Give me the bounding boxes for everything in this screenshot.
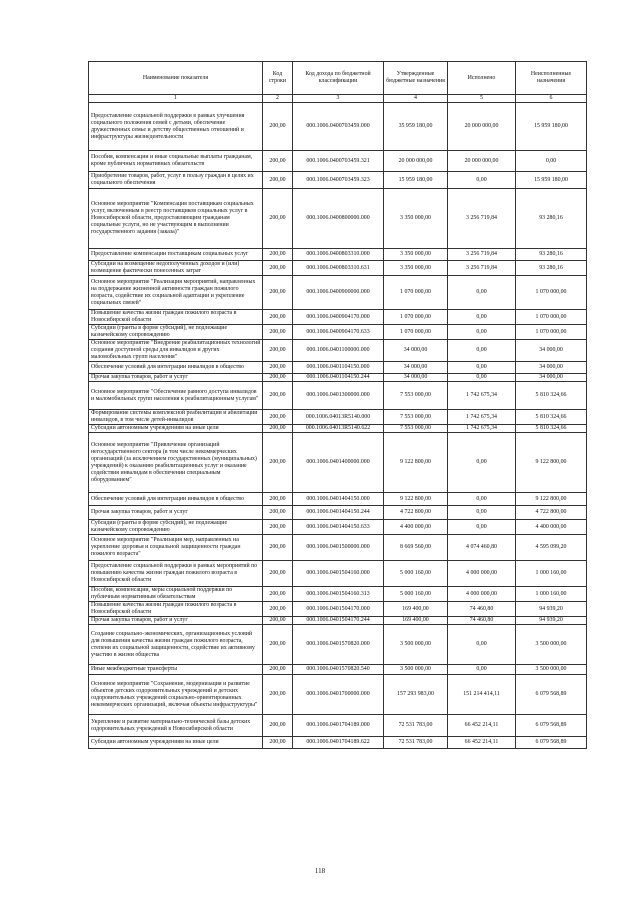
row-unexecuted: 4 595 099,20 xyxy=(516,535,587,561)
column-number: 6 xyxy=(516,95,587,103)
table-row xyxy=(89,675,587,715)
row-line-code: 200,00 xyxy=(263,625,293,665)
row-income-code: 000.1006.0401570820.540 xyxy=(293,665,384,675)
row-approved: 1 070 000,00 xyxy=(384,276,448,310)
row-name: Предоставление компенсации поставщикам социальных услуг xyxy=(89,249,263,261)
row-line-code: 200,00 xyxy=(263,520,293,535)
row-unexecuted: 3 500 000,00 xyxy=(516,625,587,665)
row-approved: 169 400,00 xyxy=(384,602,448,617)
row-approved: 3 500 000,00 xyxy=(384,665,448,675)
table-row xyxy=(89,425,587,433)
header-unexecuted: Неисполненные назначения xyxy=(516,62,587,95)
column-number-row xyxy=(89,95,587,103)
row-unexecuted: 93 280,16 xyxy=(516,261,587,276)
row-name: Пособия, компенсации, меры социальной поддержки по публичным нормативным обязательствам xyxy=(89,587,263,602)
row-executed: 3 256 719,84 xyxy=(448,249,516,261)
row-name: Приобретение товаров, работ, услуг в пользу граждан в целях их социального обеспечения xyxy=(89,172,263,189)
row-line-code: 200,00 xyxy=(263,310,293,325)
row-income-code: 000.1006.0401504160.000 xyxy=(293,561,384,587)
row-unexecuted: 34 000,00 xyxy=(516,374,587,382)
table-row xyxy=(89,249,587,261)
row-line-code: 200,00 xyxy=(263,276,293,310)
row-income-code: 000.1006.0401504170.000 xyxy=(293,602,384,617)
row-approved: 34 000,00 xyxy=(384,374,448,382)
row-line-code: 200,00 xyxy=(263,103,293,151)
header-row xyxy=(89,62,587,95)
row-name: Основное мероприятие "Сохранение, модернизация и развитие объектов детских оздоровительных учреждений и детских оздоровительных учреждений социально-ориентированных некоммерческих организаций, включая объекты инфраструктуры" xyxy=(89,675,263,715)
row-executed: 66 452 214,11 xyxy=(448,737,516,749)
row-unexecuted: 9 122 800,00 xyxy=(516,433,587,493)
row-executed: 0,00 xyxy=(448,493,516,506)
row-approved: 34 000,00 xyxy=(384,362,448,374)
row-approved: 72 531 783,00 xyxy=(384,715,448,737)
row-unexecuted: 5 810 324,66 xyxy=(516,410,587,425)
row-approved: 3 350 000,00 xyxy=(384,189,448,249)
table-row xyxy=(89,737,587,749)
row-name: Прочая закупка товаров, работ и услуг xyxy=(89,374,263,382)
table-row xyxy=(89,276,587,310)
row-line-code: 200,00 xyxy=(263,715,293,737)
row-income-code: 000.1006.0400900000.000 xyxy=(293,276,384,310)
column-number: 3 xyxy=(293,95,384,103)
row-executed: 3 256 719,84 xyxy=(448,189,516,249)
table-row xyxy=(89,561,587,587)
row-line-code: 200,00 xyxy=(263,382,293,410)
table-row xyxy=(89,172,587,189)
row-approved: 7 553 000,00 xyxy=(384,382,448,410)
row-approved: 157 293 983,00 xyxy=(384,675,448,715)
row-name: Пособия, компенсации и иные социальные выплаты гражданам, кроме публичных нормативных обязательств xyxy=(89,151,263,172)
row-unexecuted: 1 000 160,00 xyxy=(516,561,587,587)
row-income-code: 000.1006.0400803310.631 xyxy=(293,261,384,276)
row-executed: 1 742 675,34 xyxy=(448,382,516,410)
header-code-income: Код дохода по бюджетной классификации xyxy=(293,62,384,95)
table-row xyxy=(89,665,587,675)
row-approved: 1 070 000,00 xyxy=(384,325,448,340)
row-name: Основное мероприятие "Компенсация поставщикам социальных услуг, включенным в реестр поставщиков социальных услуг в Новосибирской области, предоставляющим гражданам социальные услуги, но не участвующим в выполнении государственного задания (заказа)" xyxy=(89,189,263,249)
row-unexecuted: 3 500 000,00 xyxy=(516,665,587,675)
row-line-code: 200,00 xyxy=(263,249,293,261)
row-approved: 3 500 000,00 xyxy=(384,625,448,665)
row-income-code: 000.1006.0400800000.000 xyxy=(293,189,384,249)
table-row xyxy=(89,374,587,382)
row-approved: 7 553 000,00 xyxy=(384,425,448,433)
row-income-code: 000.1006.04013R5140.622 xyxy=(293,425,384,433)
page-number: 118 xyxy=(314,867,326,875)
row-income-code: 000.1006.0400803310.000 xyxy=(293,249,384,261)
row-line-code: 200,00 xyxy=(263,374,293,382)
row-approved: 4 722 800,00 xyxy=(384,506,448,520)
row-unexecuted: 9 122 800,00 xyxy=(516,493,587,506)
row-name: Основное мероприятие "Обеспечение равного доступа инвалидов и маломобильных групп населения к реабилитационным услугам" xyxy=(89,382,263,410)
row-line-code: 200,00 xyxy=(263,425,293,433)
row-name: Повышение качества жизни граждан пожилого возраста в Новосибирской области xyxy=(89,310,263,325)
row-executed: 0,00 xyxy=(448,310,516,325)
row-line-code: 200,00 xyxy=(263,340,293,362)
table-row xyxy=(89,535,587,561)
row-line-code: 200,00 xyxy=(263,172,293,189)
table-row xyxy=(89,325,587,340)
row-unexecuted: 1 070 000,00 xyxy=(516,276,587,310)
row-unexecuted: 1 000 160,00 xyxy=(516,587,587,602)
row-unexecuted: 5 810 324,66 xyxy=(516,382,587,410)
row-unexecuted: 5 810 324,66 xyxy=(516,425,587,433)
row-line-code: 200,00 xyxy=(263,493,293,506)
row-name: Обеспечение условий для интеграции инвалидов в общество xyxy=(89,362,263,374)
row-name: Повышение качества жизни граждан пожилого возраста в Новосибирской области xyxy=(89,602,263,617)
table-row xyxy=(89,602,587,617)
row-approved: 72 531 783,00 xyxy=(384,737,448,749)
table-row xyxy=(89,493,587,506)
row-executed: 74 460,80 xyxy=(448,617,516,625)
row-line-code: 200,00 xyxy=(263,362,293,374)
budget-execution-table xyxy=(88,61,587,749)
row-line-code: 200,00 xyxy=(263,325,293,340)
row-approved: 15 959 180,00 xyxy=(384,172,448,189)
table-row xyxy=(89,587,587,602)
row-approved: 5 000 160,00 xyxy=(384,561,448,587)
row-line-code: 200,00 xyxy=(263,151,293,172)
row-income-code: 000.1006.0401500000.000 xyxy=(293,535,384,561)
row-executed: 1 742 675,34 xyxy=(448,425,516,433)
row-unexecuted: 15 959 180,00 xyxy=(516,103,587,151)
column-number: 2 xyxy=(263,95,293,103)
row-income-code: 000.1006.0401404150.000 xyxy=(293,493,384,506)
row-income-code: 000.1006.0401404150.633 xyxy=(293,520,384,535)
report-sheet xyxy=(88,61,586,749)
row-name: Формирование системы комплексной реабилитации и абилитации инвалидов, в том числе детей-инвалидов xyxy=(89,410,263,425)
table-row xyxy=(89,625,587,665)
row-approved: 7 553 000,00 xyxy=(384,410,448,425)
row-line-code: 200,00 xyxy=(263,506,293,520)
row-approved: 9 122 800,00 xyxy=(384,493,448,506)
row-unexecuted: 93 280,16 xyxy=(516,249,587,261)
row-name: Основное мероприятие "Реализация мероприятий, направленных на поддержание жизненной активности граждан пожилого возраста, содействие их социальной адаптации и укрепление социальных связей" xyxy=(89,276,263,310)
row-name: Предоставление социальной поддержки в рамках улучшения социального положения семей с детьми, обеспечение дружественных семье и детству общественных отношений и инфраструктуры жизнедеятельности xyxy=(89,103,263,151)
row-income-code: 000.1006.0400904170.633 xyxy=(293,325,384,340)
row-income-code: 000.1006.0401400000.000 xyxy=(293,433,384,493)
row-unexecuted: 94 939,20 xyxy=(516,602,587,617)
row-line-code: 200,00 xyxy=(263,617,293,625)
row-income-code: 000.1006.0401570820.000 xyxy=(293,625,384,665)
row-approved: 20 000 000,00 xyxy=(384,151,448,172)
table-row xyxy=(89,310,587,325)
row-approved: 9 122 800,00 xyxy=(384,433,448,493)
row-approved: 5 000 160,00 xyxy=(384,587,448,602)
row-executed: 66 452 214,11 xyxy=(448,715,516,737)
row-income-code: 000.1006.0401700000.000 xyxy=(293,675,384,715)
row-income-code: 000.1006.0400703459.000 xyxy=(293,103,384,151)
row-name: Иные межбюджетные трансферты xyxy=(89,665,263,675)
table-row xyxy=(89,715,587,737)
table-row xyxy=(89,261,587,276)
row-name: Основное мероприятие "Реализация мер, направленных на укрепление здоровья и социальной защищенности граждан пожилого возраста" xyxy=(89,535,263,561)
row-line-code: 200,00 xyxy=(263,561,293,587)
row-name: Субсидии (гранты в форме субсидий), не подлежащие казначейскому сопровождению xyxy=(89,520,263,535)
row-income-code: 000.1006.0400904170.000 xyxy=(293,310,384,325)
row-executed: 0,00 xyxy=(448,340,516,362)
row-income-code: 000.1006.0401504160.313 xyxy=(293,587,384,602)
row-executed: 0,00 xyxy=(448,325,516,340)
row-income-code: 000.1006.0401504170.244 xyxy=(293,617,384,625)
row-name: Предоставление социальной поддержки в рамках мероприятий по повышению качества жизни граждан пожилого возраста в Новосибирской области xyxy=(89,561,263,587)
table-row xyxy=(89,506,587,520)
row-executed: 4 000 000,00 xyxy=(448,561,516,587)
row-name: Субсидии автономным учреждениям на иные цели xyxy=(89,737,263,749)
row-executed: 20 000 000,00 xyxy=(448,103,516,151)
row-approved: 8 669 560,00 xyxy=(384,535,448,561)
row-unexecuted: 6 079 568,89 xyxy=(516,715,587,737)
row-unexecuted: 4 722 800,00 xyxy=(516,506,587,520)
row-line-code: 200,00 xyxy=(263,410,293,425)
table-row xyxy=(89,189,587,249)
row-line-code: 200,00 xyxy=(263,602,293,617)
row-unexecuted: 1 070 000,00 xyxy=(516,325,587,340)
row-line-code: 200,00 xyxy=(263,665,293,675)
table-row xyxy=(89,340,587,362)
row-name: Субсидии автономным учреждениям на иные цели xyxy=(89,425,263,433)
row-name: Создание социально-экономических, организационных условий для повышения качества жизни граждан пожилого возраста, степени их социальной защищенности, содействие их активному участию в жизни общества xyxy=(89,625,263,665)
row-line-code: 200,00 xyxy=(263,587,293,602)
row-unexecuted: 93 280,16 xyxy=(516,189,587,249)
row-executed: 0,00 xyxy=(448,520,516,535)
row-executed: 0,00 xyxy=(448,374,516,382)
row-line-code: 200,00 xyxy=(263,737,293,749)
row-executed: 0,00 xyxy=(448,362,516,374)
row-name: Укрепление и развитие материально-технической базы детских оздоровительных учреждений в Новосибирской области xyxy=(89,715,263,737)
row-executed: 3 256 719,84 xyxy=(448,261,516,276)
row-executed: 0,00 xyxy=(448,276,516,310)
row-unexecuted: 15 959 180,00 xyxy=(516,172,587,189)
header-approved: Утвержденные бюджетные назначения xyxy=(384,62,448,95)
row-executed: 4 074 460,80 xyxy=(448,535,516,561)
table-row xyxy=(89,617,587,625)
row-income-code: 000.1006.0401704189.000 xyxy=(293,715,384,737)
row-income-code: 000.1006.0401104150.244 xyxy=(293,374,384,382)
row-executed: 151 214 414,11 xyxy=(448,675,516,715)
header-code-line: Код строки xyxy=(263,62,293,95)
row-line-code: 200,00 xyxy=(263,535,293,561)
row-unexecuted: 4 400 000,00 xyxy=(516,520,587,535)
column-number: 1 xyxy=(89,95,263,103)
row-unexecuted: 0,00 xyxy=(516,151,587,172)
table-row xyxy=(89,103,587,151)
header-name: Наименование показателя xyxy=(89,62,263,95)
row-line-code: 200,00 xyxy=(263,433,293,493)
row-approved: 35 959 180,00 xyxy=(384,103,448,151)
row-income-code: 000.1006.0401704189.622 xyxy=(293,737,384,749)
table-row xyxy=(89,520,587,535)
row-unexecuted: 6 079 568,89 xyxy=(516,675,587,715)
row-unexecuted: 6 079 568,89 xyxy=(516,737,587,749)
row-name: Субсидии (гранты в форме субсидий), не подлежащие казначейскому сопровождению xyxy=(89,325,263,340)
row-unexecuted: 1 070 000,00 xyxy=(516,310,587,325)
row-executed: 0,00 xyxy=(448,172,516,189)
row-unexecuted: 94 939,20 xyxy=(516,617,587,625)
row-line-code: 200,00 xyxy=(263,261,293,276)
row-income-code: 000.1006.04013R5140.000 xyxy=(293,410,384,425)
table-row xyxy=(89,382,587,410)
row-income-code: 000.1006.0401104150.000 xyxy=(293,362,384,374)
row-line-code: 200,00 xyxy=(263,675,293,715)
row-executed: 0,00 xyxy=(448,506,516,520)
row-unexecuted: 34 000,00 xyxy=(516,362,587,374)
row-name: Субсидии на возмещение недополученных доходов и (или) возмещение фактически понесенных затрат xyxy=(89,261,263,276)
row-name: Основное мероприятие "Внедрение реабилитационных технологий создания доступной среды для инвалидов и других маломобильных групп населения" xyxy=(89,340,263,362)
table-body xyxy=(89,103,587,749)
column-number: 5 xyxy=(448,95,516,103)
row-approved: 3 350 000,00 xyxy=(384,249,448,261)
row-executed: 20 000 000,00 xyxy=(448,151,516,172)
row-approved: 4 400 000,00 xyxy=(384,520,448,535)
row-executed: 0,00 xyxy=(448,665,516,675)
row-income-code: 000.1006.0401300000.000 xyxy=(293,382,384,410)
row-executed: 74 460,80 xyxy=(448,602,516,617)
header-executed: Исполнено xyxy=(448,62,516,95)
row-income-code: 000.1006.0400703459.321 xyxy=(293,151,384,172)
row-income-code: 000.1006.0401404150.244 xyxy=(293,506,384,520)
row-approved: 3 350 000,00 xyxy=(384,261,448,276)
table-row xyxy=(89,410,587,425)
row-income-code: 000.1006.0400703459.323 xyxy=(293,172,384,189)
row-name: Основное мероприятие "Привлечение организаций негосударственного сектора (в том числе некоммерческих организаций (за исключением государственных (муниципальных) учреждений) к оказанию реабилитационных услуг и оказание содействия инвалидам в обеспечении специальным оборудованием" xyxy=(89,433,263,493)
row-executed: 1 742 675,34 xyxy=(448,410,516,425)
row-name: Обеспечение условий для интеграции инвалидов в общество xyxy=(89,493,263,506)
row-executed: 0,00 xyxy=(448,625,516,665)
column-number: 4 xyxy=(384,95,448,103)
table-row xyxy=(89,433,587,493)
row-executed: 0,00 xyxy=(448,433,516,493)
row-approved: 34 000,00 xyxy=(384,340,448,362)
row-name: Прочая закупка товаров, работ и услуг xyxy=(89,617,263,625)
table-row xyxy=(89,151,587,172)
row-line-code: 200,00 xyxy=(263,189,293,249)
row-approved: 169 400,00 xyxy=(384,617,448,625)
row-unexecuted: 34 000,00 xyxy=(516,340,587,362)
table-row xyxy=(89,362,587,374)
row-approved: 1 070 000,00 xyxy=(384,310,448,325)
row-income-code: 000.1006.0401100000.000 xyxy=(293,340,384,362)
row-executed: 4 000 000,00 xyxy=(448,587,516,602)
row-name: Прочая закупка товаров, работ и услуг xyxy=(89,506,263,520)
